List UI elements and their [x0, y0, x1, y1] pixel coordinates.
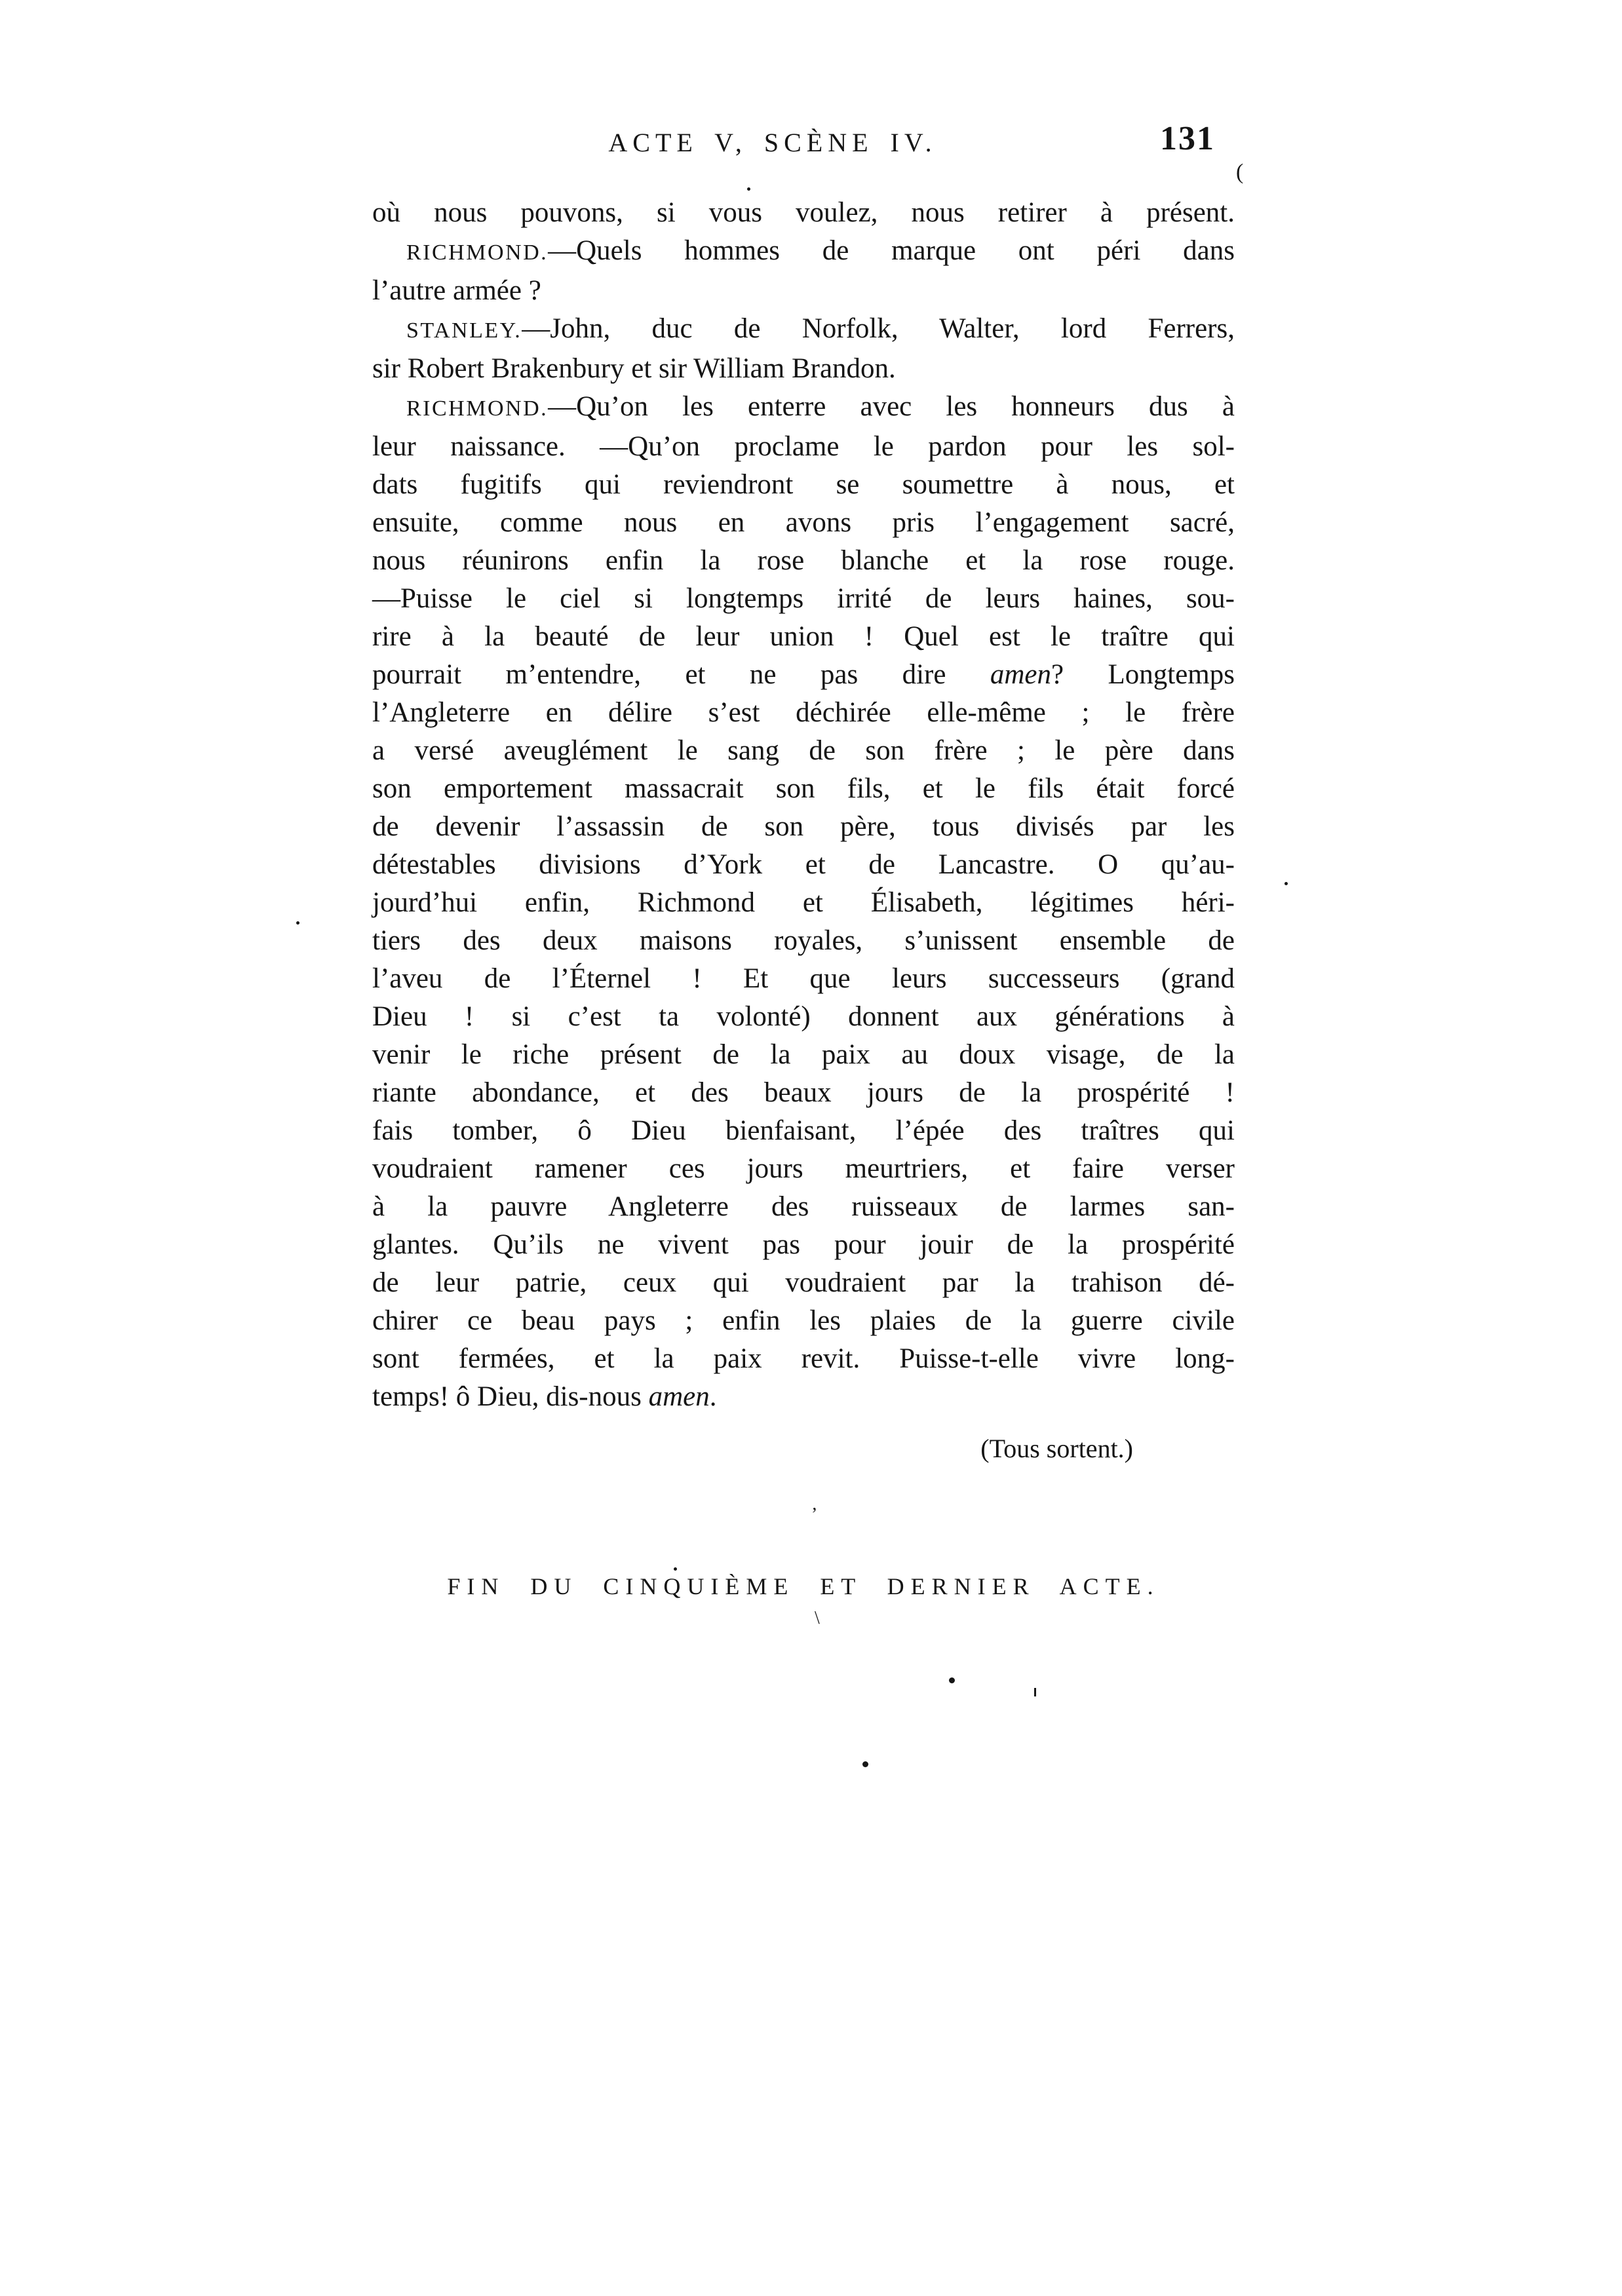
- text-line: [372, 1036, 1235, 1074]
- text-line: [372, 1264, 1235, 1302]
- text-segment: chirer ce beau pays ; enfin les plaies de la guerre civile: [372, 1305, 1235, 1336]
- scan-speck: [1284, 882, 1288, 885]
- body-text: [372, 194, 1235, 1416]
- text-line: [372, 1340, 1235, 1378]
- page-number: 131: [1160, 120, 1215, 157]
- scan-speck: \: [815, 1608, 820, 1628]
- stage-direction: (Tous sortent.): [980, 1434, 1133, 1463]
- text-segment: —Quels hommes de marque ont péri dans: [548, 235, 1235, 266]
- text-segment: nous réunirons enfin la rose blanche et la rose rouge.: [372, 545, 1235, 576]
- text-line: [372, 542, 1235, 580]
- text-segment: l’autre armée ?: [372, 275, 541, 306]
- scan-speck: (: [1236, 160, 1244, 184]
- text-segment: de leur patrie, ceux qui voudraient par la trahison dé-: [372, 1267, 1235, 1298]
- text-line: [372, 960, 1235, 998]
- text-segment: où nous pouvons, si vous voulez, nous retirer à présent.: [372, 197, 1235, 228]
- text-line: [372, 1226, 1235, 1264]
- text-segment: à la pauvre Angleterre des ruisseaux de larmes san-: [372, 1191, 1235, 1222]
- act-end-line: FIN DU CINQUIÈME ET DERNIER ACTE.: [447, 1573, 1160, 1599]
- scan-speck: [949, 1677, 955, 1683]
- text-segment: .: [709, 1381, 717, 1412]
- text-segment: leur naissance. —Qu’on proclame le pardon pour les sol-: [372, 431, 1235, 462]
- text-line: [372, 428, 1235, 466]
- text-line: [372, 194, 1235, 232]
- scan-speck: [296, 921, 299, 925]
- text-line: [372, 618, 1235, 656]
- text-segment: dats fugitifs qui reviendront se soumettre à nous, et: [372, 469, 1235, 500]
- text-segment: rire à la beauté de leur union ! Quel est le traître qui: [372, 621, 1235, 652]
- text-segment: ? Longtemps: [1051, 659, 1235, 690]
- text-segment: amen: [648, 1381, 710, 1412]
- text-line: [372, 504, 1235, 542]
- text-segment: riante abondance, et des beaux jours de la prospérité !: [372, 1077, 1235, 1108]
- running-header: ACTE V, SCÈNE IV.: [608, 128, 937, 157]
- text-line: [372, 350, 1235, 388]
- text-segment: —Qu’on les enterre avec les honneurs dus à: [548, 391, 1235, 422]
- text-segment: —John, duc de Norfolk, Walter, lord Ferrers,: [522, 313, 1235, 344]
- text-segment: sont fermées, et la paix revit. Puisse-t-elle vivre long-: [372, 1343, 1235, 1374]
- text-line: [372, 808, 1235, 846]
- scan-speck: ’: [811, 1504, 818, 1525]
- text-segment: glantes. Qu’ils ne vivent pas pour jouir de la prospérité: [372, 1229, 1235, 1260]
- text-line: [372, 732, 1235, 770]
- text-segment: l’Angleterre en délire s’est déchirée elle-même ; le frère: [372, 697, 1235, 728]
- text-segment: sir Robert Brakenbury et sir William Brandon.: [372, 353, 896, 384]
- text-line: [372, 922, 1235, 960]
- text-line: [372, 770, 1235, 808]
- text-segment: amen: [990, 659, 1052, 690]
- text-segment: de devenir l’assassin de son père, tous divisés par les: [372, 811, 1235, 842]
- text-line: [372, 656, 1235, 694]
- text-segment: —Puisse le ciel si longtemps irrité de leurs haines, sou-: [372, 583, 1235, 614]
- scan-speck: [674, 1567, 677, 1571]
- text-line: [372, 1302, 1235, 1340]
- text-segment: son emportement massacrait son fils, et le fils était forcé: [372, 773, 1235, 804]
- text-line: [372, 580, 1235, 618]
- text-line: [372, 1188, 1235, 1226]
- text-segment: temps! ô Dieu, dis-nous: [372, 1381, 649, 1412]
- text-segment: l’aveu de l’Éternel ! Et que leurs successeurs (grand: [372, 963, 1235, 994]
- text-segment: venir le riche présent de la paix au doux visage, de la: [372, 1039, 1235, 1070]
- text-line: [372, 1112, 1235, 1150]
- text-segment: jourd’hui enfin, Richmond et Élisabeth, légitimes héri-: [372, 887, 1235, 918]
- scan-speck: [862, 1761, 868, 1767]
- text-line: [372, 1074, 1235, 1112]
- text-segment: ensuite, comme nous en avons pris l’engagement sacré,: [372, 507, 1235, 538]
- text-segment: tiers des deux maisons royales, s’unissent ensemble de: [372, 925, 1235, 956]
- scan-speck: [747, 187, 750, 191]
- text-line: [372, 388, 1235, 428]
- text-line: [372, 232, 1235, 272]
- speaker-name: RICHMOND.: [406, 240, 549, 265]
- text-segment: fais tomber, ô Dieu bienfaisant, l’épée des traîtres qui: [372, 1115, 1235, 1146]
- text-line: [372, 466, 1235, 504]
- text-line: [372, 884, 1235, 922]
- text-segment: a versé aveuglément le sang de son frère ; le père dans: [372, 735, 1235, 766]
- speaker-name: RICHMOND.: [406, 396, 549, 421]
- text-line: [372, 272, 1235, 310]
- text-line: [372, 998, 1235, 1036]
- text-line: [372, 1378, 1235, 1416]
- text-segment: pourrait m’entendre, et ne pas dire: [372, 659, 990, 690]
- text-segment: voudraient ramener ces jours meurtriers, et faire verser: [372, 1153, 1235, 1184]
- text-line: [372, 310, 1235, 350]
- text-line: [372, 846, 1235, 884]
- speaker-name: STANLEY.: [406, 318, 522, 343]
- text-segment: Dieu ! si c’est ta volonté) donnent aux générations à: [372, 1001, 1235, 1032]
- scan-speck: [1034, 1688, 1036, 1696]
- text-segment: détestables divisions d’York et de Lancastre. O qu’au-: [372, 849, 1235, 880]
- text-line: [372, 694, 1235, 732]
- text-line: [372, 1150, 1235, 1188]
